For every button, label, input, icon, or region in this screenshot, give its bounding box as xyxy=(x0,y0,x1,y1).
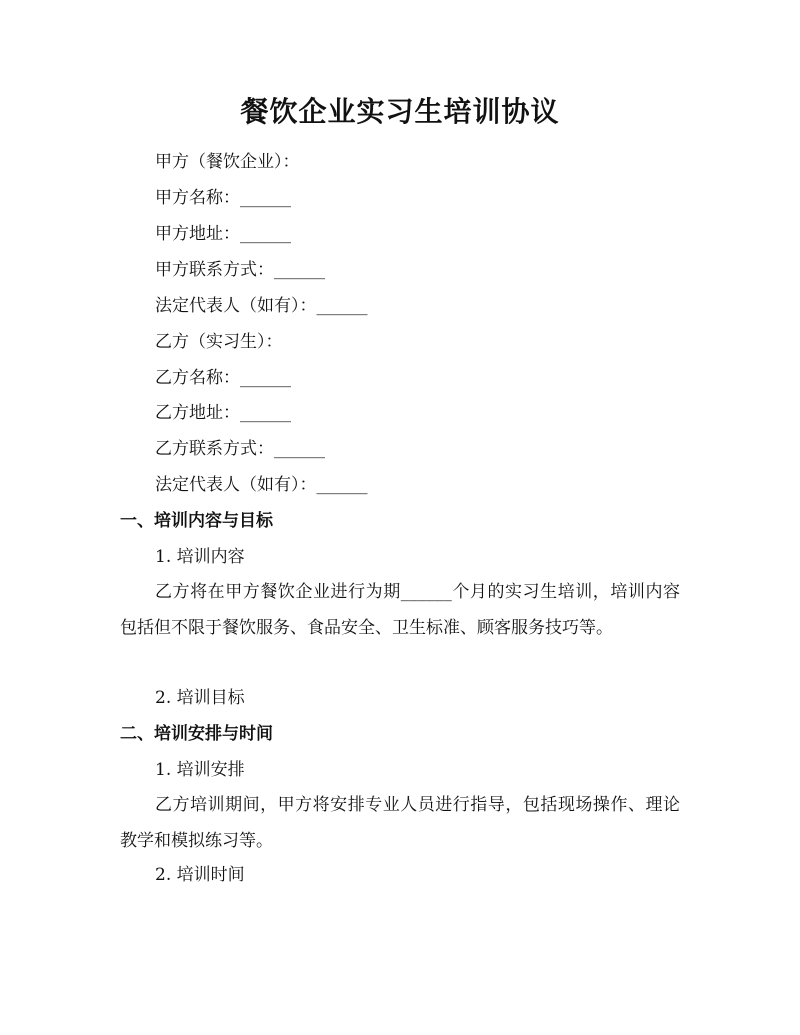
party-b-header: 乙方（实习生）： xyxy=(155,332,283,352)
section-1-heading: 一、培训内容与目标 xyxy=(120,511,273,531)
document-title: 餐饮企业实习生培训协议 xyxy=(240,95,560,128)
party-b-legal-rep: 法定代表人（如有）：______ xyxy=(155,475,368,495)
party-a-legal-rep: 法定代表人（如有）：______ xyxy=(155,296,368,316)
section-2-heading: 二、培训安排与时间 xyxy=(120,724,273,744)
party-a-name: 甲方名称：______ xyxy=(155,188,291,208)
party-b-address: 乙方地址：______ xyxy=(155,403,291,423)
party-a-contact: 甲方联系方式：______ xyxy=(155,260,325,280)
section-2-item-2-label: 2. 培训时间 xyxy=(155,865,245,885)
section-2-item-1-text: 乙方培训期间，甲方将安排专业人员进行指导，包括现场操作、理论教学和模拟练习等。 xyxy=(120,795,680,851)
party-a-header: 甲方（餐饮企业）： xyxy=(155,152,300,172)
section-1-item-1-text: 乙方将在甲方餐饮企业进行为期______个月的实习生培训，培训内容包括但不限于餐饮服务、食品安全、卫生标准、顾客服务技巧等。 xyxy=(120,582,680,638)
section-1-item-1-label: 1. 培训内容 xyxy=(155,547,245,567)
party-b-contact: 乙方联系方式：______ xyxy=(155,439,325,459)
section-1-item-2-label: 2. 培训目标 xyxy=(155,688,245,708)
party-a-address: 甲方地址：______ xyxy=(155,224,291,244)
section-2-item-1-label: 1. 培训安排 xyxy=(155,760,245,780)
party-b-name: 乙方名称：______ xyxy=(155,368,291,388)
